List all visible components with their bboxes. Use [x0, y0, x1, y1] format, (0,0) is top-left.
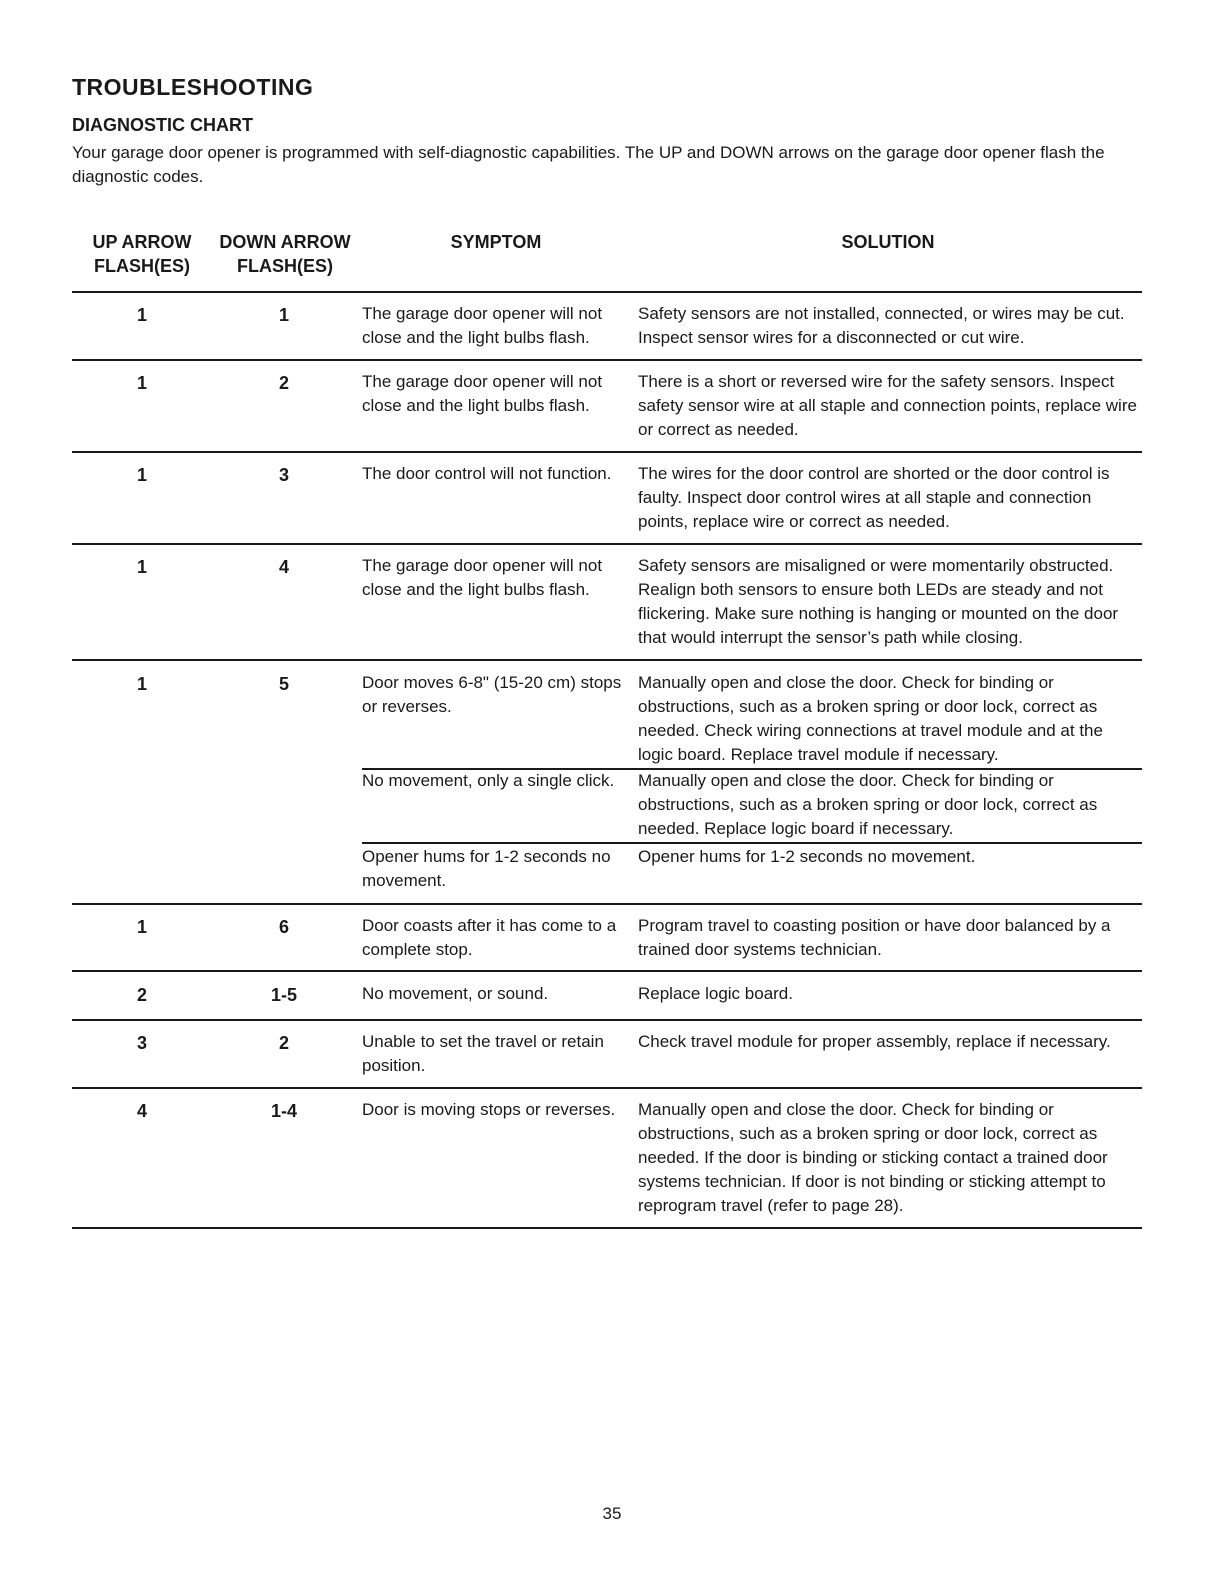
header-down-arrow	[210, 230, 360, 278]
symptom-text: The garage door opener will not close and the light bulbs flash.	[362, 372, 603, 415]
solution-text: Opener hums for 1-2 seconds no movement.	[638, 847, 976, 866]
up-flash-count: 1	[136, 465, 147, 485]
down-flash-count: 5	[278, 674, 289, 694]
header-solution: SOLUTION	[841, 232, 935, 252]
symptom-text: No movement, only a single click.	[362, 771, 615, 790]
solution-text: There is a short or reversed wire for the safety sensors. Inspect safety sensor wire at all staple and connection points, replace wire or correct as needed.	[638, 372, 1137, 439]
table-rule	[72, 1227, 1142, 1229]
table-rule	[72, 291, 1142, 293]
section-title: DIAGNOSTIC CHART	[72, 115, 253, 135]
header-down-line2: FLASH(ES)	[237, 256, 333, 276]
symptom-text: Opener hums for 1-2 seconds no movement.	[362, 847, 611, 890]
up-flash-count: 1	[136, 305, 147, 325]
symptom-text: Door is moving stops or reverses.	[362, 1100, 616, 1119]
up-flash-count: 1	[136, 674, 147, 694]
solution-text: Manually open and close the door. Check for binding or obstructions, such as a broken spring or door lock, correct as needed. If the door is binding or sticking contact a trained door systems technician. If door is not binding or sticking attempt to reprogram travel (refer to page 28).	[638, 1100, 1108, 1215]
symptom-text: Unable to set the travel or retain position.	[362, 1032, 604, 1075]
table-rule	[72, 1087, 1142, 1089]
solution-text: Safety sensors are not installed, connected, or wires may be cut. Inspect sensor wires for a disconnected or cut wire.	[638, 304, 1125, 347]
table-rule	[72, 543, 1142, 545]
down-flash-count: 1-5	[270, 985, 297, 1005]
page-title: TROUBLESHOOTING	[72, 74, 314, 100]
table-subrule	[362, 842, 1142, 844]
table-rule	[72, 1019, 1142, 1021]
down-flash-count: 1-4	[270, 1101, 297, 1121]
up-flash-count: 1	[136, 917, 147, 937]
down-flash-count: 3	[278, 465, 289, 485]
intro-paragraph: Your garage door opener is programmed with self-diagnostic capabilities. The UP and DOWN arrows on the garage door opener flash the diagnostic codes.	[72, 143, 1105, 186]
down-flash-count: 6	[278, 917, 289, 937]
down-flash-count: 4	[278, 557, 289, 577]
symptom-text: The garage door opener will not close and the light bulbs flash.	[362, 556, 603, 599]
symptom-text: Door moves 6-8" (15-20 cm) stops or reverses.	[362, 673, 622, 716]
symptom-text: No movement, or sound.	[362, 984, 549, 1003]
up-flash-count: 2	[136, 985, 147, 1005]
solution-text: Replace logic board.	[638, 984, 793, 1003]
solution-text: Manually open and close the door. Check for binding or obstructions, such as a broken spring or door lock, correct as needed. Replace logic board if necessary.	[638, 771, 1098, 838]
table-rule	[72, 451, 1142, 453]
up-flash-count: 3	[136, 1033, 147, 1053]
symptom-text: The garage door opener will not close and the light bulbs flash.	[362, 304, 603, 347]
solution-text: Program travel to coasting position or have door balanced by a trained door systems technician.	[638, 916, 1111, 959]
up-flash-count: 1	[136, 373, 147, 393]
table-rule	[72, 359, 1142, 361]
solution-text: Safety sensors are misaligned or were momentarily obstructed. Realign both sensors to ensure both LEDs are steady and not flickering. Make sure nothing is hanging or mounted on the door that would interrupt the sensor’s path while closing.	[638, 556, 1119, 647]
down-flash-count: 2	[278, 1033, 289, 1053]
page-number: 35	[602, 1504, 622, 1523]
symptom-text: Door coasts after it has come to a complete stop.	[362, 916, 617, 959]
solution-text: Check travel module for proper assembly, replace if necessary.	[638, 1032, 1111, 1051]
up-flash-count: 1	[136, 557, 147, 577]
down-flash-count: 2	[278, 373, 289, 393]
up-flash-count: 4	[136, 1101, 147, 1121]
header-up-line1: UP ARROW	[92, 232, 192, 252]
solution-text: The wires for the door control are shorted or the door control is faulty. Inspect door control wires at all staple and connection points, replace wire or correct as needed.	[638, 464, 1110, 531]
solution-text: Manually open and close the door. Check for binding or obstructions, such as a broken spring or door lock, correct as needed. Check wiring connections at travel module and at the logic board. Replace travel module if necessary.	[638, 673, 1103, 764]
header-symptom: SYMPTOM	[450, 232, 542, 252]
header-up-line2: FLASH(ES)	[94, 256, 190, 276]
header-down-line1: DOWN ARROW	[219, 232, 351, 252]
down-flash-count: 1	[278, 305, 289, 325]
table-rule	[72, 659, 1142, 661]
symptom-text: The door control will not function.	[362, 464, 612, 483]
table-rule	[72, 970, 1142, 972]
table-rule	[72, 903, 1142, 905]
header-up-arrow	[72, 230, 212, 278]
